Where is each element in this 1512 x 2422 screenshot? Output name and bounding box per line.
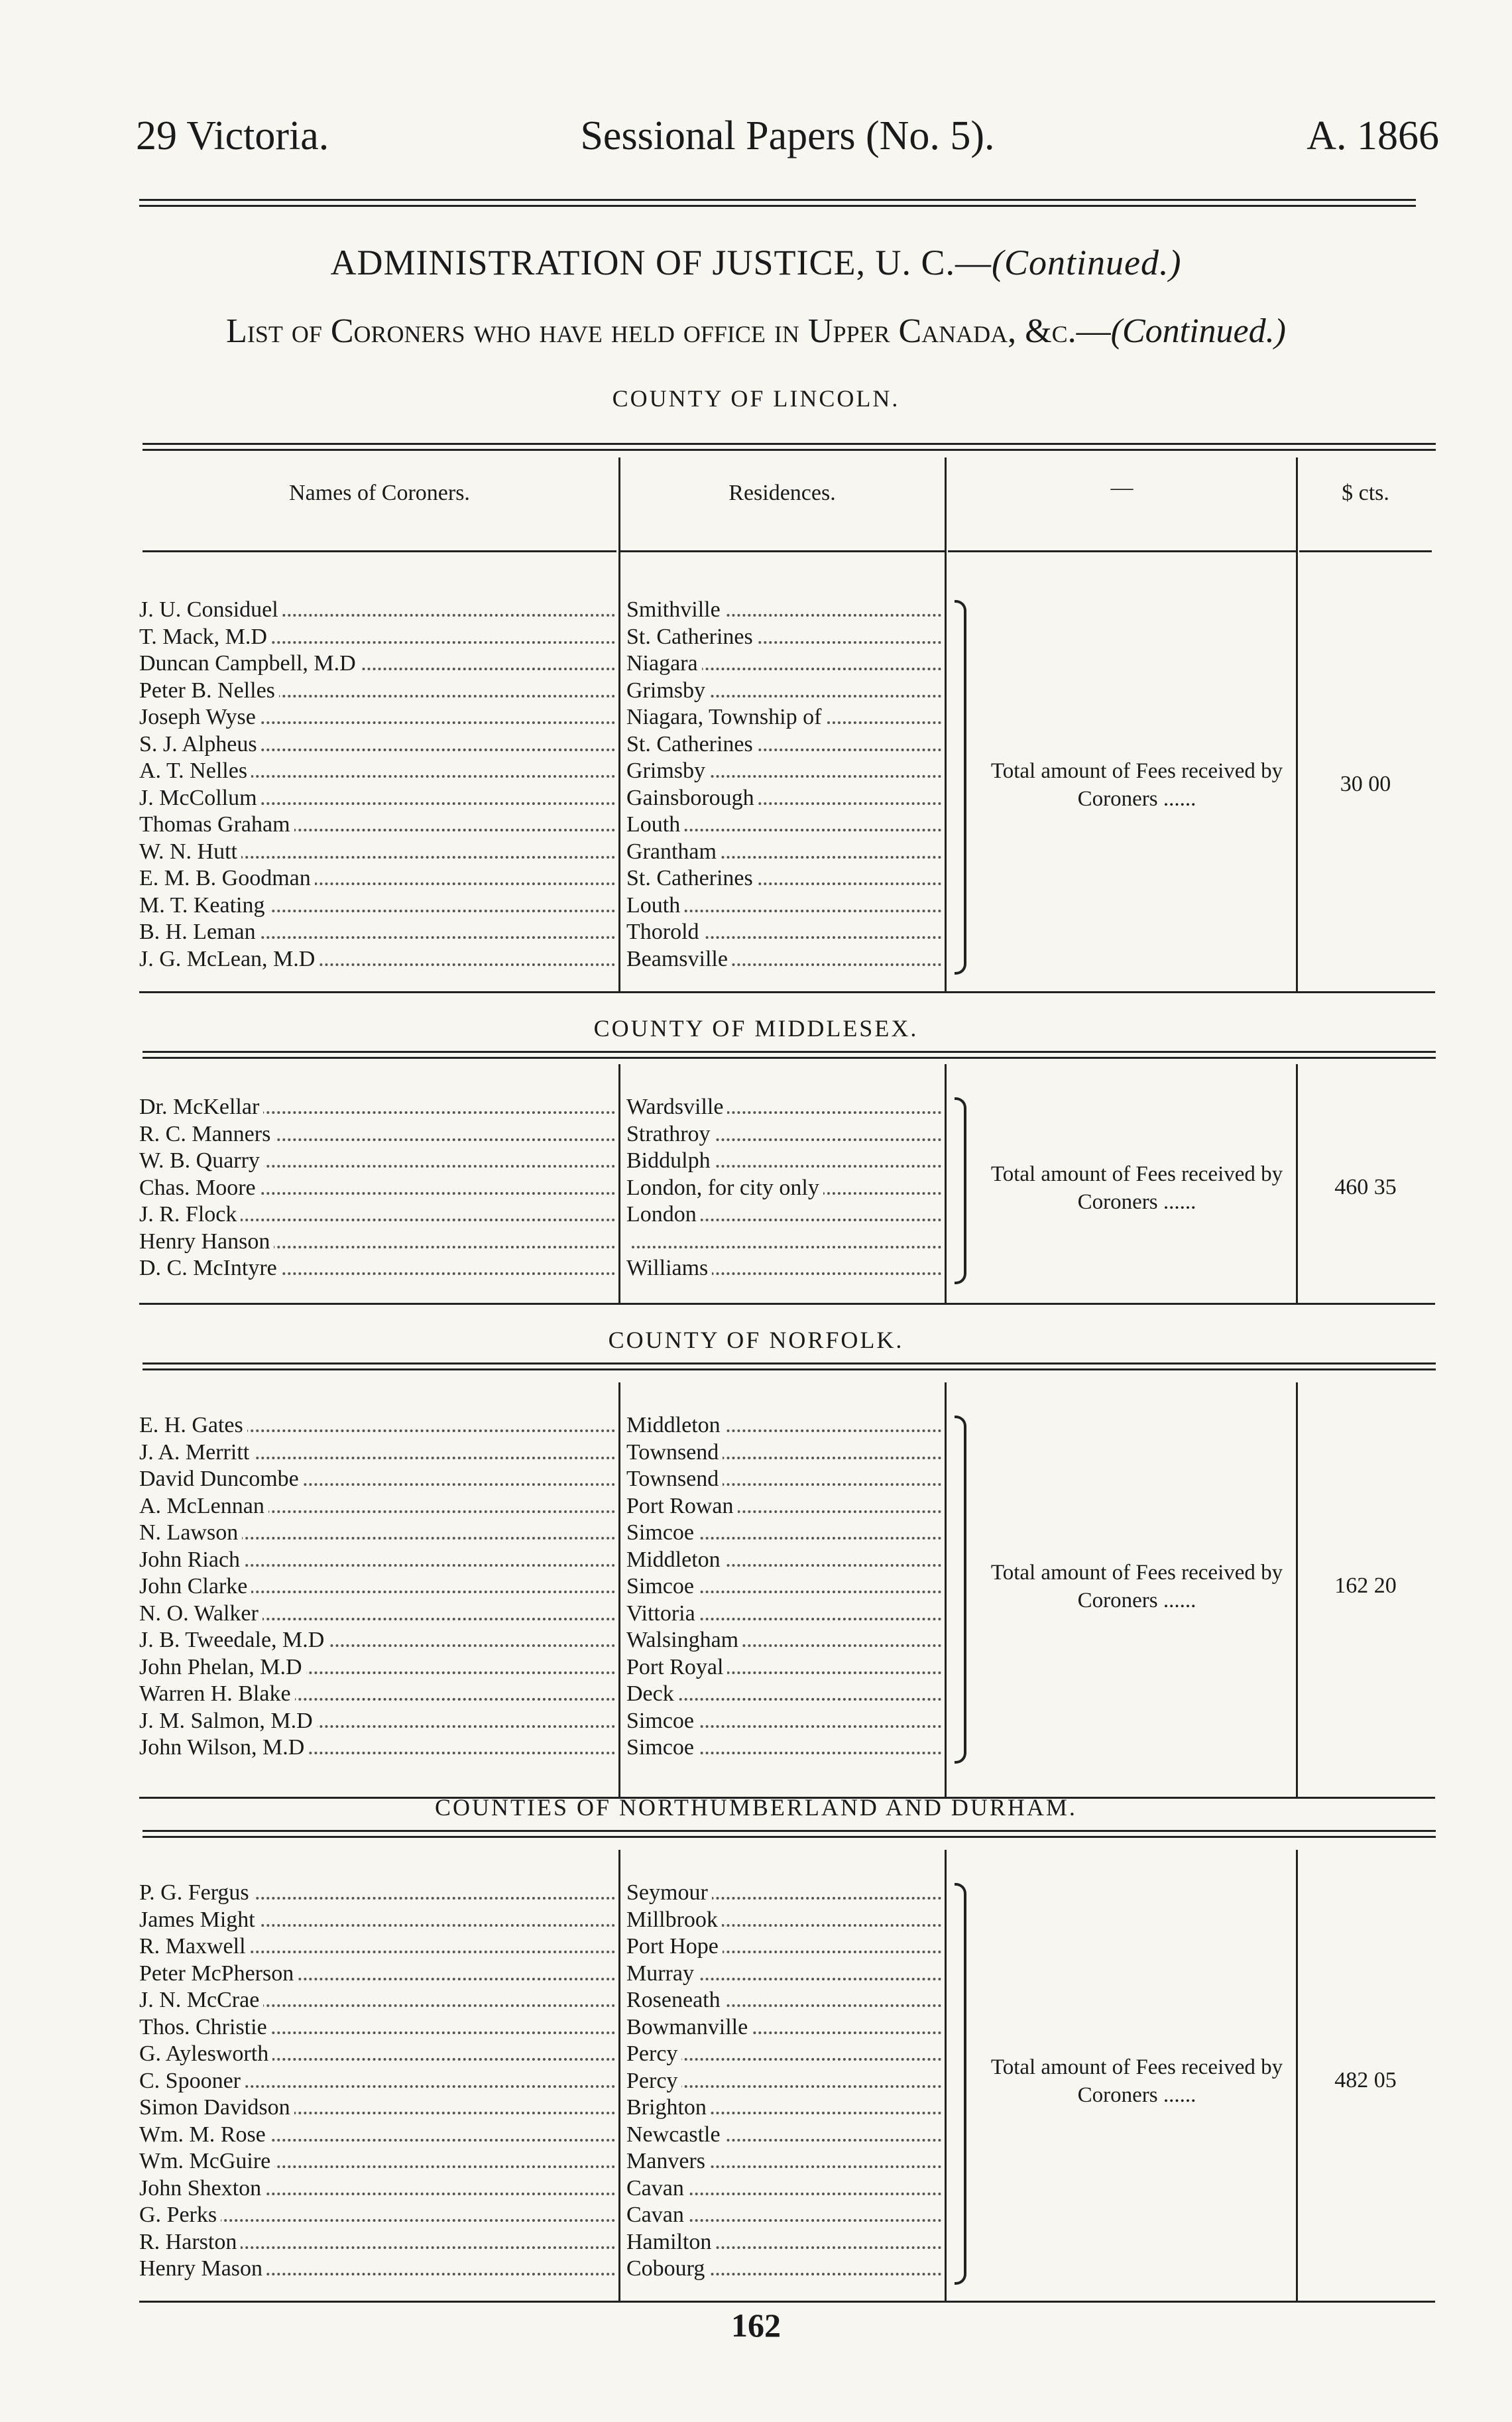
sub-title-text: List of Coroners who have held office in Upper Canada, &c.— (226, 312, 1111, 350)
coroner-name-row (139, 758, 615, 784)
section-head-rule (143, 1051, 1436, 1059)
coroner-name: J. McCollum (139, 786, 261, 810)
residence-row (626, 1933, 941, 1960)
coroner-name-row (139, 839, 615, 865)
section-head-rule (143, 1830, 1436, 1838)
brace (955, 600, 966, 975)
residence: Grantham (626, 839, 721, 864)
coroner-name: Dr. McKellar (139, 1095, 263, 1119)
sub-title (0, 312, 1512, 351)
residence: Townsend (626, 1467, 723, 1491)
residence-row (626, 2041, 941, 2067)
coroner-name: John Phelan, M.D (139, 1655, 306, 1679)
coroner-name-row (139, 865, 615, 892)
coroner-name: A. McLennan (139, 1494, 268, 1518)
section-head-rule (143, 1362, 1436, 1370)
coroner-name: Henry Mason (139, 2256, 266, 2281)
residence-row (626, 2094, 941, 2121)
coroner-name-row (139, 1466, 615, 1492)
column-divider (945, 457, 947, 991)
coroner-name: N. O. Walker (139, 1601, 262, 1626)
coroner-name: J. U. Considuel (139, 597, 282, 622)
coroner-name: Chas. Moore (139, 1176, 260, 1200)
header-left: 29 Victoria. (136, 113, 329, 158)
header-underline (143, 550, 616, 552)
coroner-name-row (139, 624, 615, 650)
coroner-name-row (139, 2122, 615, 2148)
residence: Walsingham (626, 1628, 742, 1652)
residence: Port Rowan (626, 1494, 738, 1518)
coroner-name-row (139, 892, 615, 919)
fees-label: Total amount of Fees received by Coroners ...... (990, 2055, 1283, 2107)
brace (955, 1097, 966, 1284)
coroner-name: Warren H. Blake (139, 1681, 295, 1706)
residence: Grimsby (626, 758, 709, 783)
coroner-name-row (139, 1601, 615, 1627)
coroner-name-row (139, 2148, 615, 2175)
coroner-name-row (139, 919, 615, 945)
residence-row (626, 2175, 941, 2202)
residence (626, 1229, 630, 1254)
coroner-name-row (139, 1148, 615, 1174)
coroner-name-row (139, 1627, 615, 1654)
header-right: A. 1866 (1307, 113, 1439, 158)
coroner-name: M. T. Keating (139, 893, 269, 918)
coroner-name: N. Lawson (139, 1520, 242, 1545)
coroner-name-row (139, 1094, 615, 1120)
residence-row (626, 1148, 941, 1174)
county-heading: COUNTY OF LINCOLN. (612, 385, 900, 412)
residence-row (626, 1654, 941, 1681)
residence-row (626, 2122, 941, 2148)
coroner-name-row (139, 1880, 615, 1906)
coroner-name-row (139, 1255, 615, 1282)
residence-row (626, 839, 941, 865)
coroner-name-row (139, 785, 615, 812)
coroner-name-row (139, 2229, 615, 2256)
coroner-name: John Shexton (139, 2176, 265, 2201)
coroner-name-row (139, 1201, 615, 1228)
page-number: 162 (731, 2307, 781, 2344)
residence-row (626, 1547, 941, 1573)
residence: London, for city only (626, 1176, 823, 1200)
main-title-continued: (Continued.) (992, 243, 1182, 282)
column-divider (945, 1064, 947, 1303)
residence: Thorold (626, 920, 703, 944)
county-heading: COUNTIES OF NORTHUMBERLAND AND DURHAM. (435, 1794, 1077, 1821)
residence-row (626, 1094, 941, 1120)
residence-row (626, 946, 941, 973)
residence: Cobourg (626, 2256, 709, 2281)
residence-row (626, 1493, 941, 1520)
coroner-name-row (139, 650, 615, 677)
coroner-name: E. H. Gates (139, 1413, 247, 1437)
residence-row (626, 1681, 941, 1707)
coroner-name: Duncan Campbell, M.D (139, 651, 360, 676)
residence-row (626, 758, 941, 784)
col-header-residences: Residences. (728, 481, 836, 505)
coroner-name: J. M. Salmon, M.D (139, 1709, 317, 1733)
residence: Brighton (626, 2095, 711, 2120)
residence: Wardsville (626, 1095, 727, 1119)
coroner-name: B. H. Leman (139, 920, 260, 944)
residence-row (626, 2014, 941, 2041)
residence: Vittoria (626, 1601, 699, 1626)
residence-row (626, 1907, 941, 1933)
residence-row (626, 731, 941, 758)
column-divider (1296, 457, 1298, 991)
residence: Simcoe (626, 1709, 698, 1733)
col-header-dash: — (1110, 475, 1134, 500)
header-rule (139, 199, 1416, 207)
column-divider (618, 457, 620, 991)
coroner-name-row (139, 2041, 615, 2067)
coroner-name: David Duncombe (139, 1467, 303, 1491)
coroner-name-row (139, 704, 615, 731)
coroner-name-row (139, 1734, 615, 1761)
residence: Townsend (626, 1440, 723, 1465)
coroner-name: R. Harston (139, 2230, 241, 2254)
residence: Grimsby (626, 678, 709, 703)
residence: Gainsborough (626, 786, 758, 810)
residence-row (626, 704, 941, 731)
residence: Niagara (626, 651, 702, 676)
coroner-name: J. G. McLean, M.D (139, 947, 319, 971)
residence: Roseneath (626, 1988, 725, 2012)
residence-row (626, 919, 941, 945)
main-title-text: ADMINISTRATION OF JUSTICE, U. C.— (330, 243, 992, 282)
residence: Port Hope (626, 1934, 723, 1959)
residence-row (626, 1961, 941, 1987)
residence: Bowmanville (626, 2015, 752, 2039)
column-divider (618, 1064, 620, 1303)
residence: London (626, 1202, 701, 1227)
column-divider (945, 1382, 947, 1797)
coroner-name: John Wilson, M.D (139, 1735, 308, 1760)
residence: Percy (626, 2069, 681, 2093)
coroner-name: R. Maxwell (139, 1934, 250, 1959)
residence-row (626, 1880, 941, 1906)
coroner-name: Peter McPherson (139, 1961, 298, 1986)
coroner-name-row (139, 1229, 615, 1255)
coroner-name-row (139, 1708, 615, 1734)
residence-row (626, 892, 941, 919)
coroner-name: P. G. Fergus (139, 1880, 253, 1905)
residence: Strathroy (626, 1122, 715, 1146)
coroner-name: D. C. McIntyre (139, 1256, 281, 1280)
coroner-name: Wm. M. Rose (139, 2122, 270, 2147)
main-title (0, 242, 1512, 283)
residence: Deck (626, 1681, 678, 1706)
residence: Beamsville (626, 947, 732, 971)
residence-row (626, 865, 941, 892)
coroner-name: John Clarke (139, 1574, 251, 1599)
running-header (136, 113, 1439, 166)
residence-row (626, 678, 941, 704)
column-divider (945, 1850, 947, 2301)
residence-row (626, 2202, 941, 2228)
residence-row (626, 597, 941, 623)
residence: Millbrook (626, 1907, 722, 1932)
residence-row (626, 812, 941, 838)
residence: Manvers (626, 2149, 709, 2173)
coroner-name-row (139, 1493, 615, 1520)
coroner-name-row (139, 946, 615, 973)
fees-label: Total amount of Fees received by Coroners ...... (990, 758, 1283, 811)
residence: Middleton (626, 1413, 725, 1437)
coroner-name: Peter B. Nelles (139, 678, 279, 703)
residence: Cavan (626, 2176, 688, 2201)
residence-row (626, 1439, 941, 1466)
residence-row (626, 1466, 941, 1492)
coroner-name: A. T. Nelles (139, 758, 251, 783)
county-heading: COUNTY OF NORFOLK. (608, 1327, 904, 1353)
coroner-name-row (139, 1412, 615, 1439)
table-top-rule (143, 443, 1436, 451)
residence-row (626, 1573, 941, 1600)
section-end-rule (139, 1303, 1435, 1305)
coroner-name-row (139, 1961, 615, 1987)
residence-row (626, 1229, 941, 1255)
coroner-name: C. Spooner (139, 2069, 245, 2093)
coroner-name-row (139, 1654, 615, 1681)
brace (955, 1416, 966, 1764)
coroner-name: Thomas Graham (139, 812, 294, 837)
fees-amount: 482 05 (1334, 2067, 1397, 2092)
coroner-name: T. Mack, M.D (139, 625, 271, 649)
coroner-name: J. N. McCrae (139, 1988, 263, 2012)
coroner-name: Henry Hanson (139, 1229, 274, 1254)
residence: St. Catherines (626, 625, 757, 649)
header-underline (620, 550, 945, 552)
coroner-name-row (139, 1933, 615, 1960)
residence: St. Catherines (626, 732, 757, 757)
coroner-name: Wm. McGuire (139, 2149, 274, 2173)
fees-label: Total amount of Fees received by Coroners ...... (990, 1162, 1283, 1214)
fees-amount: 162 20 (1334, 1573, 1397, 1599)
coroner-name-row (139, 2202, 615, 2228)
coroner-name: J. B. Tweedale, M.D (139, 1628, 328, 1652)
residence-row (626, 1601, 941, 1627)
residence-row (626, 1520, 941, 1546)
residence-row (626, 2148, 941, 2175)
coroner-name-row (139, 597, 615, 623)
coroner-name-row (139, 1547, 615, 1573)
header-underline (1299, 550, 1432, 552)
column-divider (618, 1850, 620, 2301)
section-end-rule (139, 991, 1435, 993)
coroner-name-row (139, 731, 615, 758)
residence-row (626, 1412, 941, 1439)
residence: Seymour (626, 1880, 712, 1905)
header-underline (948, 550, 1296, 552)
residence-row (626, 1255, 941, 1282)
header-center: Sessional Papers (No. 5). (580, 113, 995, 158)
coroner-name-row (139, 1681, 615, 1707)
coroner-name: G. Perks (139, 2203, 221, 2227)
coroner-name-row (139, 2014, 615, 2041)
coroner-name: W. N. Hutt (139, 839, 241, 864)
residence: Percy (626, 2041, 681, 2066)
residence-row (626, 650, 941, 677)
residence: Middleton (626, 1547, 725, 1572)
residence: Simcoe (626, 1574, 698, 1599)
coroner-name-row (139, 1573, 615, 1600)
section-end-rule (139, 2301, 1435, 2303)
residence-row (626, 1627, 941, 1654)
col-header-dollars: $ cts. (1342, 481, 1389, 505)
residence-row (626, 624, 941, 650)
residence-row (626, 785, 941, 812)
column-divider (618, 1382, 620, 1797)
fees-label: Total amount of Fees received by Coroners ...... (990, 1561, 1283, 1613)
coroner-name-row (139, 2094, 615, 2121)
residence-row (626, 2256, 941, 2282)
coroner-name: John Riach (139, 1547, 244, 1572)
residence: Louth (626, 812, 684, 837)
brace (955, 1883, 966, 2285)
county-heading: COUNTY OF MIDDLESEX. (593, 1015, 919, 1042)
col-header-names: Names of Coroners. (289, 481, 470, 505)
coroner-name: W. B. Quarry (139, 1148, 264, 1173)
residence: Port Royal (626, 1655, 727, 1679)
coroner-name: Thos. Christie (139, 2015, 271, 2039)
coroner-name: J. R. Flock (139, 1202, 241, 1227)
coroner-name: James Might (139, 1907, 259, 1932)
coroner-name: Simon Davidson (139, 2095, 294, 2120)
residence-row (626, 2229, 941, 2256)
coroner-name: R. C. Manners (139, 1122, 274, 1146)
residence-row (626, 1121, 941, 1148)
residence: Niagara, Township of (626, 705, 825, 729)
coroner-name-row (139, 1175, 615, 1201)
fees-amount: 460 35 (1334, 1174, 1397, 1199)
residence-row (626, 1175, 941, 1201)
coroner-name-row (139, 1520, 615, 1546)
coroner-name-row (139, 2175, 615, 2202)
residence-row (626, 1201, 941, 1228)
residence: Biddulph (626, 1148, 715, 1173)
residence: Williams (626, 1256, 712, 1280)
sub-title-continued: (Continued.) (1110, 312, 1286, 350)
coroner-name: G. Aylesworth (139, 2041, 272, 2066)
coroner-name: Joseph Wyse (139, 705, 260, 729)
residence: Simcoe (626, 1520, 698, 1545)
coroner-name-row (139, 678, 615, 704)
residence: Simcoe (626, 1735, 698, 1760)
residence-row (626, 1708, 941, 1734)
residence: Cavan (626, 2203, 688, 2227)
coroner-name-row (139, 1439, 615, 1466)
coroner-name: S. J. Alpheus (139, 732, 261, 757)
residence: Hamilton (626, 2230, 715, 2254)
residence-row (626, 1987, 941, 2014)
residence-row (626, 2068, 941, 2094)
coroner-name-row (139, 2256, 615, 2282)
coroner-name-row (139, 1121, 615, 1148)
coroner-name: J. A. Merritt (139, 1440, 253, 1465)
residence: Louth (626, 893, 684, 918)
section-end-rule (139, 1797, 1435, 1799)
coroner-name-row (139, 1987, 615, 2014)
coroner-name: E. M. B. Goodman (139, 866, 315, 890)
residence-row (626, 1734, 941, 1761)
residence: Newcastle (626, 2122, 725, 2147)
residence: Murray (626, 1961, 698, 1986)
residence: Smithville (626, 597, 725, 622)
coroner-name-row (139, 2068, 615, 2094)
residence: St. Catherines (626, 866, 757, 890)
coroner-name-row (139, 1907, 615, 1933)
fees-amount: 30 00 (1340, 771, 1391, 796)
coroner-name-row (139, 812, 615, 838)
